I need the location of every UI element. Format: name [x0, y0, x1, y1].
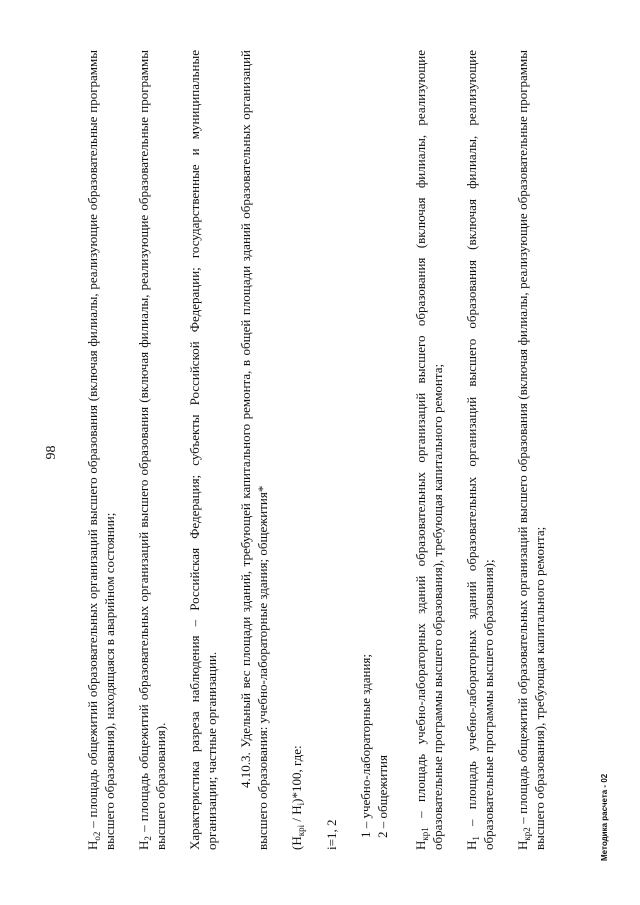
footer-label: Методика расчета - 02 [600, 773, 609, 861]
variable-symbol: Н [136, 840, 151, 850]
paragraph-hkr1-definition [413, 50, 446, 850]
paragraph-observation-breakdown: Характеристика разреза наблюдения – Российская Федерация; субъекты Российской Федерации; государственные и муниципальные организации; частные организации. [187, 50, 219, 850]
definition-text: – площадь общежитий образовательных организаций высшего образования (включая филиалы, реализующие образовательные программы высшего образования), требующая капитального ремонта; [515, 50, 547, 850]
formula [289, 50, 306, 850]
variable-subscript: кр2 [522, 827, 532, 841]
index-range: i=1, 2 [323, 819, 339, 850]
paragraph-section-4-10-3: 4.10.3. Удельный вес площади зданий, требующей капитального ремонта, в общей площади зданий образовательных организаций высшего образования: учебно-лабораторные здания; общежития* [238, 50, 270, 850]
variable-symbol: Н [85, 840, 100, 850]
paragraph-ho2-definition [85, 50, 118, 850]
formula-subscript-2: i [296, 802, 306, 806]
list-item: 1 – учебно-лабораторные здания; [358, 653, 373, 838]
variable-symbol: Н [515, 840, 530, 850]
paragraph-h1-definition [464, 50, 497, 850]
variable-subscript: 2 [143, 836, 153, 841]
paragraph-hkr2-definition [515, 50, 548, 850]
definition-text: – площадь общежитий образовательных организаций высшего образования (включая филиалы, реализующие образовательные программы высшего образования). [136, 50, 168, 850]
document-body [85, 50, 566, 850]
paragraph-h2-definition [136, 50, 169, 850]
formula-middle: / Н [289, 805, 304, 825]
index-legend-list [358, 50, 391, 850]
formula-open: (Н [289, 836, 304, 850]
definition-text: – площадь общежитий образовательных организаций высшего образования (включая филиалы, реализующие образовательные программы высшего образования), находящаяся в аварийном состоянии; [85, 50, 117, 850]
definition-text: – площадь учебно-лабораторных зданий образовательных организаций высшего образования (включая филиалы, реализующие образовательные программы высшего образования); [464, 50, 496, 850]
variable-symbol: Н [464, 840, 479, 850]
variable-subscript: 1 [471, 836, 481, 841]
list-item: 2 – общежития [374, 755, 390, 838]
variable-subscript: о2 [92, 831, 102, 841]
variable-symbol: Н [413, 840, 428, 850]
formula-close: )*100, где: [289, 745, 304, 803]
formula-subscript-1: крi [296, 824, 306, 837]
variable-subscript: кр1 [420, 827, 430, 841]
definition-text: – площадь учебно-лабораторных зданий образовательных организаций высшего образования (включая филиалы, реализующие образовательные программы высшего образования), требующая капитального ремонта; [413, 50, 445, 850]
page-number: 98 [44, 445, 59, 460]
